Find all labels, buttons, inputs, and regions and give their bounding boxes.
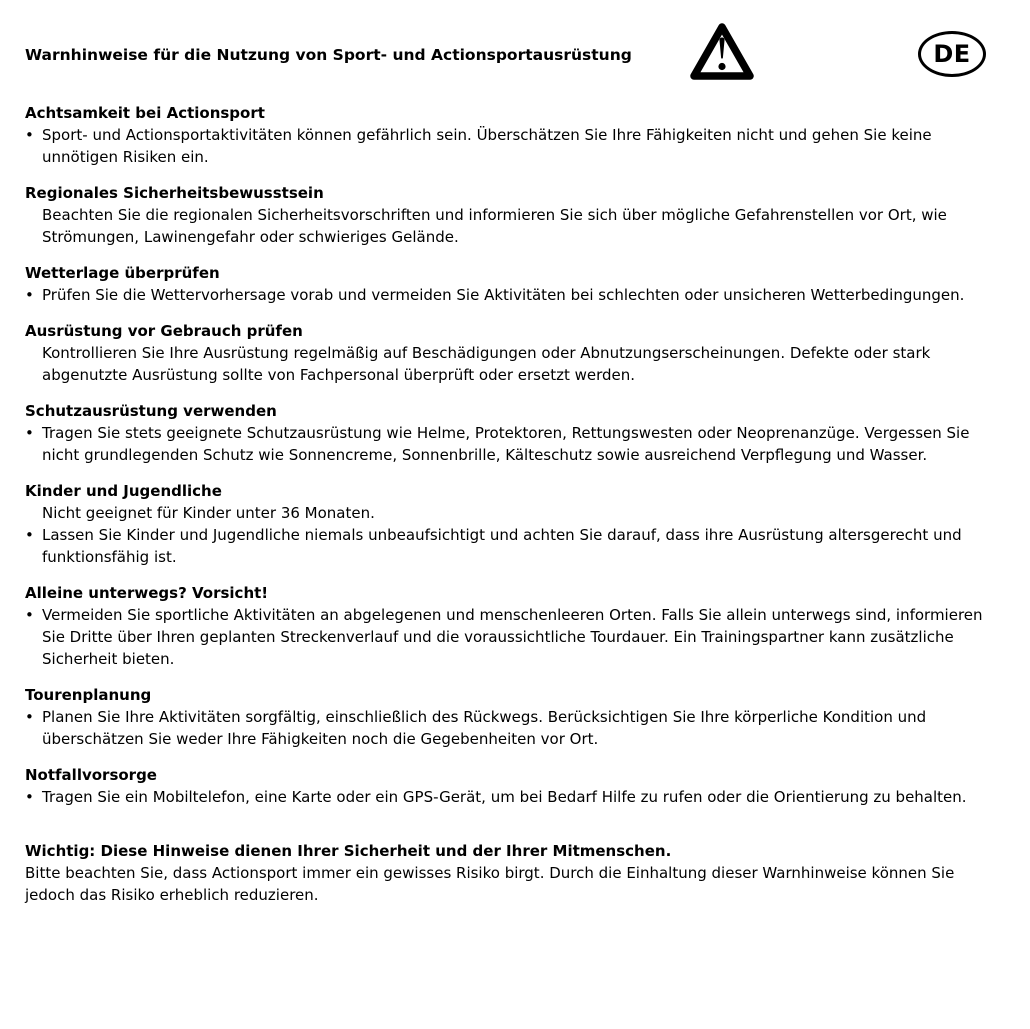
- list-item: [25, 204, 1000, 248]
- section-heading: Alleine unterwegs? Vorsicht!: [25, 584, 269, 602]
- list-item: [25, 284, 1000, 306]
- document-body: [25, 102, 1000, 906]
- indent-spacer: [25, 342, 42, 386]
- section-heading: Kinder und Jugendliche: [25, 482, 222, 500]
- language-badge-label: DE: [933, 40, 971, 68]
- list-item: [25, 706, 1000, 750]
- section-heading: Achtsamkeit bei Actionsport: [25, 104, 265, 122]
- list-item: [25, 502, 1000, 524]
- section-wetterlage: [25, 262, 1000, 306]
- bullet-marker: •: [25, 126, 34, 144]
- footer-note: [25, 840, 1000, 906]
- item-text: Beachten Sie die regionalen Sicherheitsvorschriften und informieren Sie sich über mögliche Gefahrenstellen vor Ort, wie Strömungen, Lawinengefahr oder schwieriges Gelände.: [42, 206, 947, 246]
- section-kinder: [25, 480, 1000, 568]
- bullet-marker: •: [25, 606, 34, 624]
- section-alleine: [25, 582, 1000, 670]
- item-text: Tragen Sie ein Mobiltelefon, eine Karte oder ein GPS-Gerät, um bei Bedarf Hilfe zu rufen oder die Orientierung zu behalten.: [42, 788, 967, 806]
- indent-spacer: [25, 502, 42, 524]
- item-text: Prüfen Sie die Wettervorhersage vorab und vermeiden Sie Aktivitäten bei schlechten oder unsicheren Wetterbedingungen.: [42, 286, 965, 304]
- list-item: [25, 524, 1000, 568]
- list-item: [25, 786, 1000, 808]
- bullet-marker: •: [25, 286, 34, 304]
- section-ausruestung: [25, 320, 1000, 386]
- list-item: [25, 342, 1000, 386]
- section-heading: Notfallvorsorge: [25, 766, 157, 784]
- item-text: Sport- und Actionsportaktivitäten können gefährlich sein. Überschätzen Sie Ihre Fähigkeiten nicht und gehen Sie keine unnötigen Risiken ein.: [42, 126, 932, 166]
- item-text: Nicht geeignet für Kinder unter 36 Monaten.: [42, 504, 375, 522]
- footer-important-line: Wichtig: Diese Hinweise dienen Ihrer Sicherheit und der Ihrer Mitmenschen.: [25, 842, 672, 860]
- indent-spacer: [25, 204, 42, 248]
- bullet-marker: •: [25, 526, 34, 544]
- section-notfallvorsorge: [25, 764, 1000, 808]
- item-text: Kontrollieren Sie Ihre Ausrüstung regelmäßig auf Beschädigungen oder Abnutzungserscheinungen. Defekte oder stark abgenutzte Ausrüstung sollte von Fachpersonal überprüft oder ersetzt werden.: [42, 344, 931, 384]
- warning-triangle-icon: [689, 20, 755, 84]
- section-heading: Regionales Sicherheitsbewusstsein: [25, 184, 324, 202]
- section-heading: Wetterlage überprüfen: [25, 264, 220, 282]
- item-text: Vermeiden Sie sportliche Aktivitäten an abgelegenen und menschenleeren Orten. Falls Sie allein unterwegs sind, informieren Sie Dritte über Ihren geplanten Streckenverlauf und die voraussichtliche Tourdauer. Ein Trainingspartner kann zusätzliche Sicherheit bieten.: [42, 606, 983, 668]
- list-item: [25, 422, 1000, 466]
- bullet-marker: •: [25, 708, 34, 726]
- item-text: Tragen Sie stets geeignete Schutzausrüstung wie Helme, Protektoren, Rettungswesten oder Neoprenanzüge. Vergessen Sie nicht grundlegenden Schutz wie Sonnencreme, Sonnenbrille, Kälteschutz sowie ausreichend Verpflegung und Wasser.: [42, 424, 970, 464]
- bullet-marker: •: [25, 788, 34, 806]
- list-item: [25, 124, 1000, 168]
- bullet-marker: •: [25, 424, 34, 442]
- section-regionales: [25, 182, 1000, 248]
- section-schutzausruestung: [25, 400, 1000, 466]
- section-heading: Tourenplanung: [25, 686, 152, 704]
- page-title: Warnhinweise für die Nutzung von Sport- und Actionsportausrüstung: [25, 46, 632, 64]
- language-badge: [918, 31, 986, 77]
- item-text: Lassen Sie Kinder und Jugendliche niemals unbeaufsichtigt und achten Sie darauf, dass ihre Ausrüstung altersgerecht und funktionsfähig ist.: [42, 526, 962, 566]
- section-heading: Schutzausrüstung verwenden: [25, 402, 277, 420]
- section-achtsamkeit: [25, 102, 1000, 168]
- item-text: Planen Sie Ihre Aktivitäten sorgfältig, einschließlich des Rückwegs. Berücksichtigen Sie Ihre körperliche Kondition und überschätzen Sie weder Ihre Fähigkeiten noch die Gegebenheiten vor Ort.: [42, 708, 927, 748]
- section-tourenplanung: [25, 684, 1000, 750]
- section-heading: Ausrüstung vor Gebrauch prüfen: [25, 322, 303, 340]
- list-item: [25, 604, 1000, 670]
- footer-text: Bitte beachten Sie, dass Actionsport immer ein gewisses Risiko birgt. Durch die Einhaltung dieser Warnhinweise können Sie jedoch das Risiko erheblich reduzieren.: [25, 864, 955, 904]
